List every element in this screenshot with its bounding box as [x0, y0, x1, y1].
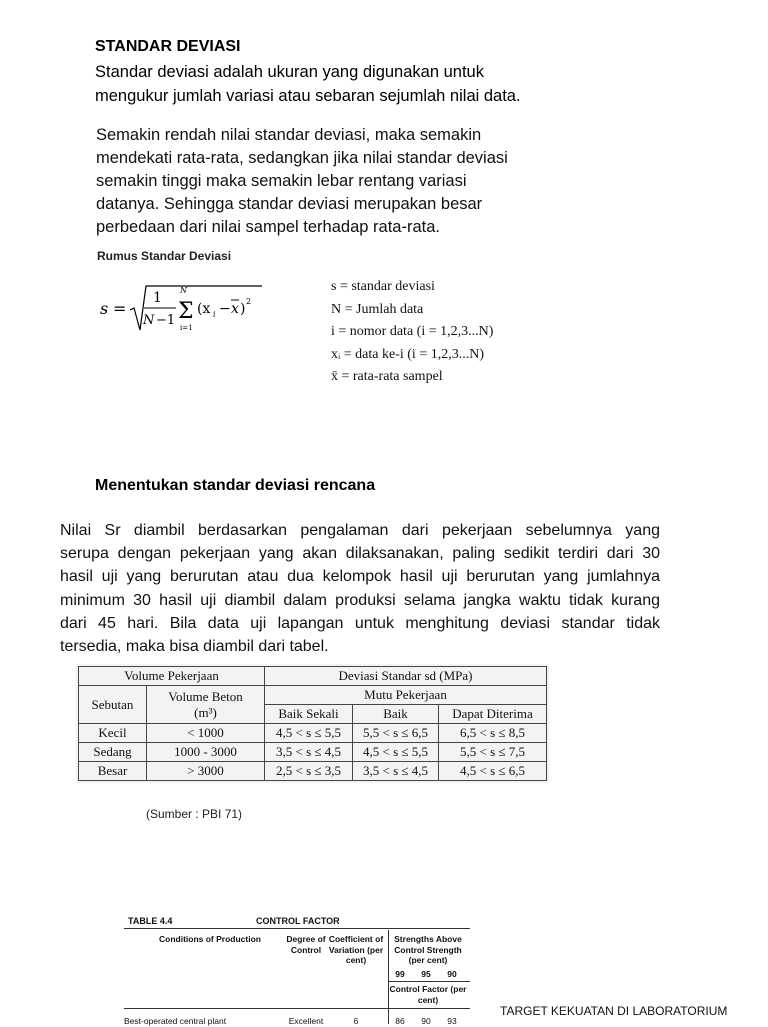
table-row: [79, 743, 547, 762]
pct-value: 99: [395, 969, 405, 979]
pct-value: 95: [421, 969, 431, 979]
legend-item: s = standar deviasi: [331, 279, 435, 294]
sr-paragraph: [60, 519, 660, 658]
cell-sebutan: Kecil: [79, 724, 147, 743]
svg-text:2: 2: [246, 297, 252, 306]
cell-dapat-diterima: 4,5 < s ≤ 6,5: [439, 762, 547, 781]
volume-beton-label: Volume Beton: [168, 688, 243, 704]
svg-text:s: s: [100, 299, 109, 318]
cell-baik: 4,5 < s ≤ 5,5: [353, 743, 439, 762]
row-condition: Best-operated central plant: [124, 1016, 227, 1026]
table44-rule: [124, 1008, 470, 1009]
explanation-line: Semakin rendah nilai standar deviasi, maka semakin: [96, 126, 482, 144]
cell-volume: > 3000: [147, 762, 265, 781]
table44-rule: [124, 928, 470, 929]
definition-line: Standar deviasi adalah ukuran yang digunakan untuk: [95, 63, 484, 81]
paragraph-line: tersedia, maka bisa diambil dari tabel.: [60, 638, 329, 656]
formula-title: Rumus Standar Deviasi: [97, 249, 232, 263]
std-dev-table: [78, 666, 547, 781]
legend-item: i = nomor data (i = 1,2,3...N): [331, 324, 494, 339]
svg-text:(x: (x: [197, 301, 211, 317]
definition-line: mengukur jumlah variasi atau sebaran sejumlah nilai data.: [95, 86, 521, 105]
header-degree: Degree of Control: [286, 934, 326, 955]
svg-text:N: N: [180, 286, 187, 295]
cell-volume: 1000 - 3000: [147, 743, 265, 762]
header-dapat-diterima: Dapat Diterima: [439, 705, 547, 724]
legend-item: xᵢ = data ke-i (i = 1,2,3...N): [331, 346, 484, 362]
svg-text:1: 1: [153, 290, 162, 306]
svg-text:−1: −1: [156, 313, 176, 328]
explanation-line: datanya. Sehingga standar deviasi merupakan besar: [96, 195, 483, 213]
cell-sebutan: Besar: [79, 762, 147, 781]
cell-dapat-diterima: 6,5 < s ≤ 8,5: [439, 724, 547, 743]
header-coefficient: Coefficient of Variation (per cent): [328, 934, 384, 965]
explanation-line: semakin tinggi maka semakin lebar rentang variasi: [96, 172, 467, 190]
cell-volume: < 1000: [147, 724, 265, 743]
explanation-line: perbedaan dari nilai sampel terhadap rata-rata.: [96, 218, 440, 236]
control-factor-label: Control Factor (per cent): [389, 984, 467, 1005]
cell-baik-sekali: 3,5 < s ≤ 4,5: [265, 743, 353, 762]
svg-text:i: i: [213, 310, 216, 319]
table44-label: TABLE 4.4: [128, 916, 173, 926]
header-mutu-pekerjaan: Mutu Pekerjaan: [265, 686, 547, 705]
header-deviasi-standar: Deviasi Standar sd (MPa): [265, 667, 547, 686]
svg-text:−: −: [219, 301, 231, 317]
volume-beton-unit: (m³): [194, 704, 217, 720]
paragraph-line: dari 45 hari. Bila data uji lapangan untuk menghitung deviasi standar tidak: [60, 614, 660, 632]
table-row: [79, 762, 547, 781]
table44-subrule: [388, 981, 470, 982]
header-baik-sekali: Baik Sekali: [265, 705, 353, 724]
control-factor-table: [124, 916, 470, 1024]
header-volume-beton: [147, 686, 265, 724]
header-sebutan: Sebutan: [79, 686, 147, 724]
paragraph-line: hasil uji yang berurutan atau dua kelompok hasil uji berurutan yang jumlahnya: [60, 568, 660, 586]
svg-text:Σ: Σ: [178, 299, 194, 324]
svg-text:): ): [240, 301, 246, 317]
cell-baik-sekali: 4,5 < s ≤ 5,5: [265, 724, 353, 743]
pct-value: 90: [447, 969, 457, 979]
target-caption: TARGET KEKUATAN DI LABORATORIUM: [500, 1004, 728, 1018]
header-baik: Baik: [353, 705, 439, 724]
row-factor: 90: [421, 1016, 431, 1026]
legend-item: x̄ = rata-rata sampel: [331, 369, 443, 384]
explanation-paragraph: [96, 124, 526, 239]
std-dev-formula: [100, 280, 280, 344]
row-coefficient: 6: [353, 1016, 359, 1026]
row-factor: 86: [395, 1016, 405, 1026]
paragraph-line: Nilai Sr diambil berdasarkan pengalaman dari pekerjaan sebelumnya yang: [60, 522, 660, 539]
svg-text:i=1: i=1: [180, 324, 193, 332]
cell-dapat-diterima: 5,5 < s ≤ 7,5: [439, 743, 547, 762]
std-dev-table-image: [76, 664, 549, 783]
cell-baik: 3,5 < s ≤ 4,5: [353, 762, 439, 781]
table-row: [79, 724, 547, 743]
svg-text:N: N: [143, 313, 155, 328]
definition-paragraph: [95, 61, 575, 108]
paragraph-line: serupa dengan pekerjaan yang akan dilaksanakan, paling sedikit terdiri dari 30: [60, 545, 660, 563]
svg-text:x: x: [231, 301, 239, 317]
row-degree: Excellent: [288, 1016, 324, 1026]
row-factor: 93: [447, 1016, 457, 1026]
std-dev-formula-graphic: [100, 280, 280, 340]
header-strengths: Strengths Above Control Strength (per cent): [394, 934, 462, 965]
section-title-standar-deviasi: STANDAR DEVIASI: [95, 38, 241, 55]
paragraph-line: minimum 30 hasil uji diambil dalam produksi selama jangka waktu tidak kurang: [60, 591, 660, 609]
legend-item: N = Jumlah data: [331, 301, 424, 317]
cell-baik-sekali: 2,5 < s ≤ 3,5: [265, 762, 353, 781]
cell-baik: 5,5 < s ≤ 6,5: [353, 724, 439, 743]
table44-title: CONTROL FACTOR: [256, 916, 340, 926]
header-volume-pekerjaan: Volume Pekerjaan: [79, 667, 265, 686]
cell-sebutan: Sedang: [79, 743, 147, 762]
explanation-line: mendekati rata-rata, sedangkan jika nilai standar deviasi: [96, 149, 508, 167]
header-conditions: Conditions of Production: [159, 934, 261, 944]
formula-legend: [331, 276, 493, 389]
svg-text:=: =: [113, 299, 127, 318]
table-source: (Sumber : PBI 71): [146, 807, 243, 821]
section-title-deviasi-rencana: Menentukan standar deviasi rencana: [95, 477, 376, 494]
